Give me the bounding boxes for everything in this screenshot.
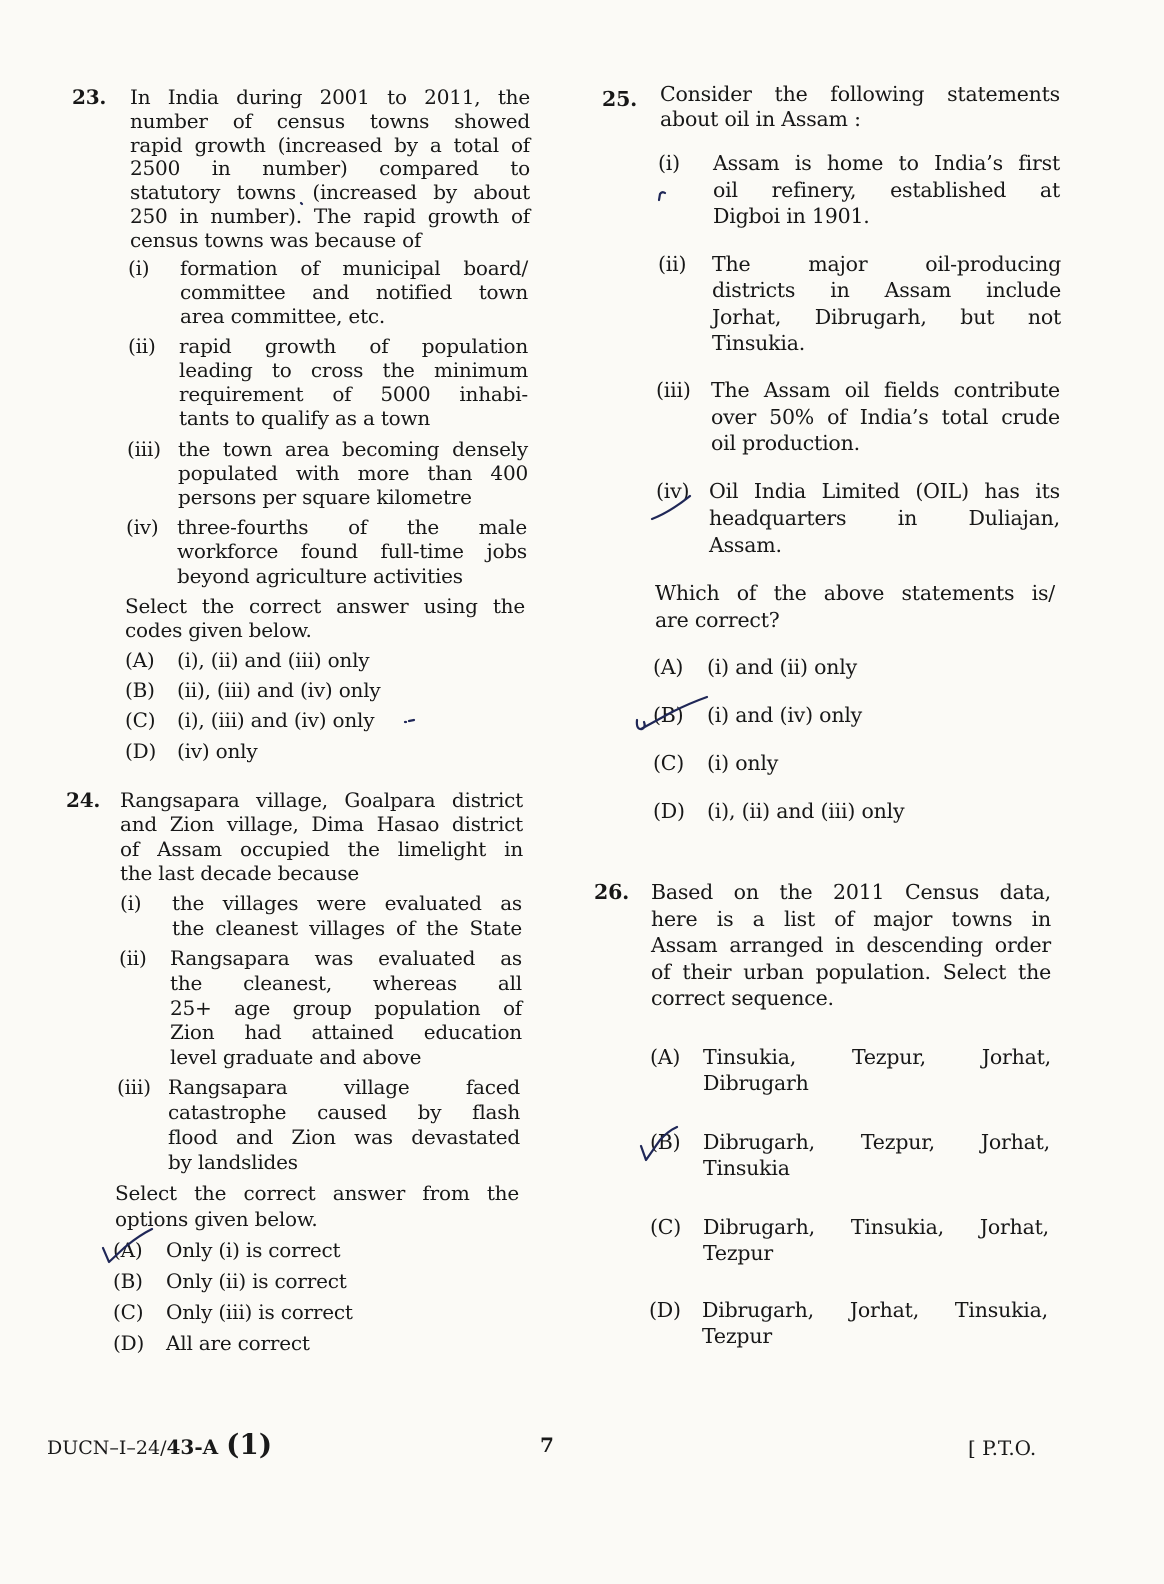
instruction-line: codes given below. xyxy=(125,618,312,642)
option-label: (C) xyxy=(113,1300,144,1324)
statement-text xyxy=(178,437,528,509)
option-label: (B) xyxy=(113,1269,143,1293)
statement-line: tants to qualify as a town xyxy=(179,406,431,430)
option-c xyxy=(125,708,527,732)
stem-line: the last decade because xyxy=(120,861,359,886)
statement-line: formation of municipal board/ xyxy=(180,256,528,280)
statement-line: area committee, etc. xyxy=(180,304,386,328)
option-line: Tezpur xyxy=(703,1241,773,1265)
statement-text xyxy=(713,150,1060,230)
instruction-text xyxy=(125,594,525,642)
statement-i xyxy=(658,150,1060,230)
question-stem xyxy=(120,788,523,886)
instruction-line: options given below. xyxy=(115,1207,318,1231)
question-26 xyxy=(594,879,1051,1012)
option-c xyxy=(113,1300,516,1324)
option-a xyxy=(125,648,527,672)
instruction xyxy=(115,1180,519,1232)
statement-line: oil production. xyxy=(711,431,860,455)
question-number: 26. xyxy=(594,880,630,904)
instruction-line: Select the correct answer using the xyxy=(125,594,525,618)
statement-label: (ii) xyxy=(658,252,687,276)
stem-line: census towns was because of xyxy=(130,227,422,252)
statement-iv xyxy=(656,478,1060,559)
instruction-text xyxy=(115,1180,519,1232)
option-d xyxy=(649,1297,1048,1349)
stem-line: of Assam occupied the limelight in xyxy=(120,836,523,861)
option-text: Only (iii) is correct xyxy=(166,1300,353,1324)
option-d xyxy=(653,798,1057,824)
option-c xyxy=(650,1214,1049,1266)
option-label: (A) xyxy=(653,655,684,679)
option-text xyxy=(703,1214,1049,1266)
option-label: (A) xyxy=(125,648,155,672)
statement-text xyxy=(711,377,1060,457)
option-text: (i), (iii) and (iv) only xyxy=(177,708,375,732)
option-label: (D) xyxy=(125,739,157,763)
option-label: (C) xyxy=(125,708,156,732)
option-text xyxy=(703,1044,1051,1096)
prompt-line: are correct? xyxy=(655,608,780,632)
option-label: (D) xyxy=(649,1298,681,1322)
option-text xyxy=(702,1297,1048,1349)
stem-line: Based on the 2011 Census data, xyxy=(651,880,1051,904)
option-b xyxy=(125,678,527,702)
statement-ii xyxy=(119,946,522,1070)
statement-line: leading to cross the minimum xyxy=(179,358,528,382)
statement-label: (i) xyxy=(120,891,142,915)
option-b xyxy=(650,1129,1050,1181)
statement-label: (iv) xyxy=(656,479,690,503)
option-label: (C) xyxy=(650,1215,682,1239)
statement-line: headquarters in Duliajan, xyxy=(709,506,1060,530)
statement-line: workforce found full-time jobs xyxy=(177,539,527,564)
paper-set: 43-A xyxy=(166,1435,219,1459)
question-25 xyxy=(602,82,1060,132)
statement-line: Assam is home to India’s first xyxy=(713,151,1060,175)
statement-text xyxy=(168,1075,520,1175)
question-23 xyxy=(72,86,530,253)
statement-line: by landslides xyxy=(168,1150,298,1174)
stem-line: about oil in Assam : xyxy=(660,107,861,131)
statement-label: (ii) xyxy=(128,334,156,358)
option-a xyxy=(653,654,1057,680)
prompt-text xyxy=(655,580,1055,634)
statement-line: populated with more than 400 xyxy=(178,461,528,485)
paper-variant: (1) xyxy=(226,1428,273,1461)
statement-iv xyxy=(126,515,527,588)
option-line: Dibrugarh xyxy=(703,1071,809,1095)
statement-line: flood and Zion was devastated xyxy=(168,1125,520,1149)
option-line: Tinsukia, Tezpur, Jorhat, xyxy=(703,1045,1051,1069)
option-line: Dibrugarh, Jorhat, Tinsukia, xyxy=(702,1298,1048,1322)
question-number: 24. xyxy=(66,788,101,812)
statement-text xyxy=(177,515,527,588)
statement-text xyxy=(170,946,522,1070)
statement-line: persons per square kilometre xyxy=(178,485,472,509)
statement-iii xyxy=(656,377,1060,457)
stem-line: here is a list of major towns in xyxy=(651,906,1051,931)
statement-line: 25+ age group population of xyxy=(170,995,522,1020)
question-number: 25. xyxy=(602,87,638,111)
paper-code: DUCN–I–24/ xyxy=(47,1437,167,1459)
statement-ii xyxy=(128,334,528,430)
option-text: (i) only xyxy=(707,751,779,775)
option-label: (A) xyxy=(113,1238,143,1262)
statement-line: beyond agriculture activities xyxy=(177,563,463,588)
stem-line: number of census towns showed xyxy=(130,108,530,133)
stem-line: rapid growth (increased by a total of xyxy=(130,132,530,157)
footer-paper-code xyxy=(47,1428,272,1461)
statement-line: Assam. xyxy=(709,533,782,557)
statement-line: committee and notified town xyxy=(180,280,528,304)
prompt-line: Which of the above statements is/ xyxy=(655,581,1055,605)
option-text: (ii), (iii) and (iv) only xyxy=(177,678,381,702)
option-label: (B) xyxy=(653,703,684,727)
option-a xyxy=(650,1044,1051,1096)
statement-line: Tinsukia. xyxy=(712,331,806,356)
question-prompt xyxy=(655,580,1055,634)
option-text: (i) and (ii) only xyxy=(707,655,858,679)
statement-line: the villages were evaluated as xyxy=(172,891,522,915)
statement-label: (iii) xyxy=(127,437,161,461)
statement-line: the cleanest villages of the State xyxy=(172,916,522,940)
statement-iii xyxy=(117,1075,520,1175)
option-b xyxy=(113,1269,516,1293)
statement-line: catastrophe caused by flash xyxy=(168,1100,520,1124)
statement-line: Digboi in 1901. xyxy=(713,204,870,228)
option-a xyxy=(113,1238,516,1262)
statement-line: districts in Assam include xyxy=(712,278,1061,303)
statement-line: Zion had attained education xyxy=(170,1020,522,1045)
statement-text xyxy=(712,251,1061,357)
statement-label: (iii) xyxy=(117,1075,151,1099)
option-label: (B) xyxy=(650,1130,681,1154)
stem-line: In India during 2001 to 2011, the xyxy=(130,85,530,109)
option-text: (i), (ii) and (iii) only xyxy=(707,799,905,823)
statement-label: (iv) xyxy=(126,515,159,539)
option-c xyxy=(653,750,1057,776)
statement-line: Rangsapara village faced xyxy=(168,1075,520,1099)
instruction-line: Select the correct answer from the xyxy=(115,1181,519,1205)
option-line: Tezpur xyxy=(702,1324,772,1348)
statement-line: rapid growth of population xyxy=(179,334,528,358)
stem-line: 2500 in number) compared to xyxy=(130,156,530,181)
statement-text xyxy=(172,891,522,941)
statement-ii xyxy=(658,251,1061,357)
stem-line: 250 in number). The rapid growth of xyxy=(130,203,530,228)
statement-label: (i) xyxy=(128,256,150,280)
option-line: Tinsukia xyxy=(703,1156,790,1180)
option-label: (B) xyxy=(125,678,155,702)
statement-text xyxy=(709,478,1060,559)
statement-text xyxy=(179,334,528,430)
statement-i xyxy=(128,256,528,328)
statement-line: The major oil-producing xyxy=(712,252,1061,276)
statement-line: Oil India Limited (OIL) has its xyxy=(709,479,1060,503)
stem-line: Assam arranged in descending order xyxy=(651,933,1051,957)
stem-line: correct sequence. xyxy=(651,986,834,1010)
option-text: Only (ii) is correct xyxy=(166,1269,347,1293)
option-b xyxy=(653,702,1057,728)
statement-line: Rangsapara was evaluated as xyxy=(170,946,522,970)
question-stem xyxy=(660,82,1060,132)
option-label: (A) xyxy=(650,1045,681,1069)
option-text: All are correct xyxy=(166,1331,310,1355)
statement-iii xyxy=(127,437,528,509)
option-d xyxy=(125,739,527,763)
option-label: (D) xyxy=(113,1331,145,1355)
option-line: Dibrugarh, Tezpur, Jorhat, xyxy=(703,1130,1050,1154)
stem-line: statutory towns (increased by about xyxy=(130,180,530,205)
statement-line: oil refinery, established at xyxy=(713,177,1060,202)
option-text xyxy=(703,1129,1050,1181)
question-24 xyxy=(66,788,523,886)
statement-text xyxy=(180,256,528,328)
statement-label: (i) xyxy=(658,151,680,175)
statement-label: (iii) xyxy=(656,378,691,402)
stem-line: of their urban population. Select the xyxy=(651,959,1051,984)
option-line: Dibrugarh, Tinsukia, Jorhat, xyxy=(703,1215,1049,1239)
stem-line: Rangsapara village, Goalpara district xyxy=(120,788,523,812)
statement-line: Jorhat, Dibrugarh, but not xyxy=(712,304,1061,329)
stem-line: Consider the following statements xyxy=(660,82,1060,106)
question-number: 23. xyxy=(72,85,107,109)
option-text: Only (i) is correct xyxy=(166,1238,341,1262)
option-label: (C) xyxy=(653,751,685,775)
option-label: (D) xyxy=(653,799,685,823)
option-text: (iv) only xyxy=(177,739,258,763)
option-text: (i) and (iv) only xyxy=(707,703,863,727)
statement-label: (ii) xyxy=(119,946,147,970)
statement-line: over 50% of India’s total crude xyxy=(711,404,1060,429)
statement-line: the cleanest, whereas all xyxy=(170,970,522,995)
statement-line: The Assam oil fields contribute xyxy=(711,378,1060,402)
option-d xyxy=(113,1331,516,1355)
stem-line: and Zion village, Dima Hasao district xyxy=(120,812,523,837)
statement-line: the town area becoming densely xyxy=(178,437,528,461)
pto-note: [ P.T.O. xyxy=(968,1436,1037,1460)
question-stem xyxy=(130,86,530,253)
statement-i xyxy=(120,891,522,941)
question-stem xyxy=(651,879,1051,1012)
option-text: (i), (ii) and (iii) only xyxy=(177,648,370,672)
instruction xyxy=(125,594,525,642)
statement-line: requirement of 5000 inhabi- xyxy=(179,382,528,406)
statement-line: three-fourths of the male xyxy=(177,515,527,539)
page-number: 7 xyxy=(540,1433,554,1457)
statement-line: level graduate and above xyxy=(170,1045,422,1070)
